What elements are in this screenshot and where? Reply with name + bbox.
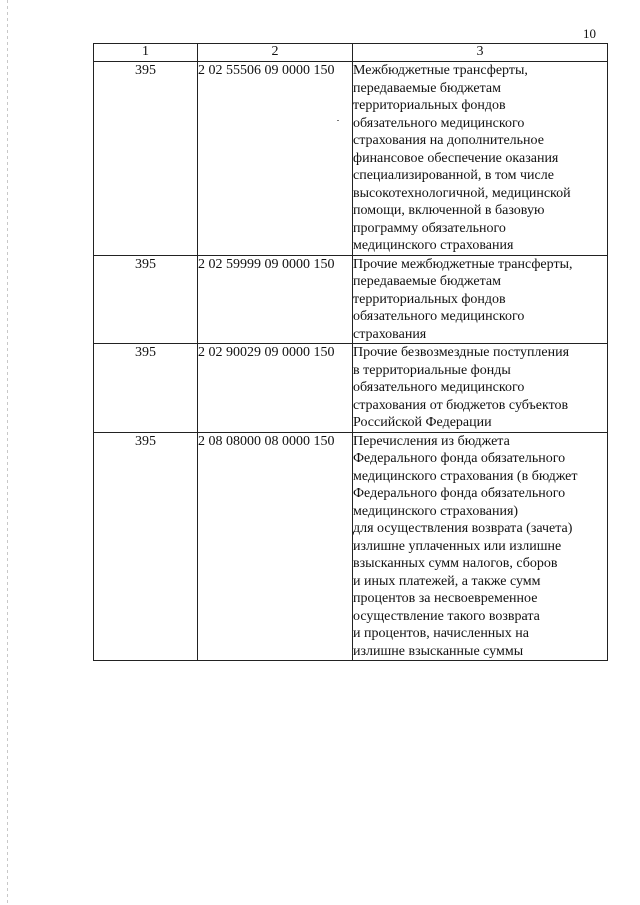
income-name-cell <box>353 255 608 344</box>
income-name-line: помощи, включенной в базовую <box>353 203 545 218</box>
income-name-line: процентов за несвоевременное <box>353 591 538 606</box>
income-name-line: обязательного медицинского <box>353 309 525 324</box>
income-name-line: Прочие безвозмездные поступления <box>353 345 570 360</box>
income-name-line: высокотехнологичной, медицинской <box>353 185 571 201</box>
table-header-row <box>94 44 608 62</box>
income-name-line: медицинского страхования (в бюджет <box>353 468 578 484</box>
budget-code-cell: 2 02 55506 09 0000 150 <box>198 62 353 256</box>
table-body <box>94 62 608 661</box>
income-name-line: излишне уплаченных или излишне <box>353 538 562 554</box>
admin-code-cell: 395 <box>94 432 198 661</box>
column-header-1: 1 <box>94 44 198 62</box>
income-name-line: Прочие межбюджетные трансферты, <box>353 256 573 272</box>
income-name-cell <box>353 344 608 433</box>
income-name-line: взысканных сумм налогов, сборов <box>353 556 558 571</box>
income-name-line: обязательного медицинского <box>353 380 525 395</box>
admin-code-cell: 395 <box>94 62 198 256</box>
budget-code-cell: 2 02 59999 09 0000 150 <box>198 255 353 344</box>
admin-code-cell: 395 <box>94 255 198 344</box>
income-name-line: медицинского страхования) <box>353 503 519 519</box>
income-name-line: медицинского страхования <box>353 238 514 253</box>
budget-code-cell: 2 08 08000 08 0000 150 <box>198 432 353 661</box>
income-name-line: для осуществления возврата (зачета) <box>353 521 573 536</box>
income-name-line: Перечисления из бюджета <box>353 433 510 449</box>
income-name-line: Российской Федерации <box>353 415 492 430</box>
table-row <box>94 62 608 256</box>
page-number: 10 <box>583 26 596 41</box>
column-header-2: 2 <box>198 44 353 62</box>
income-name-line: Межбюджетные трансферты, <box>353 63 528 78</box>
admin-code-cell: 395 <box>94 344 198 433</box>
income-name-line: страхования от бюджетов субъектов <box>353 397 569 413</box>
income-name-line: осуществление такого возврата <box>353 608 540 624</box>
income-name-cell <box>353 62 608 256</box>
income-name-line: и иных платежей, а также сумм <box>353 573 541 589</box>
income-name-line: специализированной, в том числе <box>353 168 554 183</box>
income-name-line: страхования на дополнительное <box>353 133 544 148</box>
budget-code-cell: 2 02 90029 09 0000 150 <box>198 344 353 433</box>
scan-speck <box>337 120 339 121</box>
scan-edge-artifact <box>7 0 8 905</box>
income-name-line: территориальных фондов <box>353 291 506 307</box>
income-name-line: передаваемые бюджетам <box>353 274 501 289</box>
income-name-line: Федерального фонда обязательного <box>353 451 566 466</box>
income-name-line: территориальных фондов <box>353 98 506 113</box>
income-name-line: и процентов, начисленных на <box>353 626 529 641</box>
column-header-3: 3 <box>353 44 608 62</box>
income-name-line: в территориальные фонды <box>353 362 511 378</box>
income-name-line: передаваемые бюджетам <box>353 80 501 96</box>
table-row <box>94 344 608 433</box>
budget-classification-table <box>93 43 608 661</box>
table-row <box>94 432 608 661</box>
income-name-line: программу обязательного <box>353 220 506 236</box>
income-name-line: финансовое обеспечение оказания <box>353 150 559 166</box>
income-name-line: излишне взысканные суммы <box>353 643 524 659</box>
income-name-line: Федерального фонда обязательного <box>353 486 566 501</box>
income-name-cell <box>353 432 608 661</box>
income-name-line: страхования <box>353 326 427 342</box>
table-row <box>94 255 608 344</box>
income-name-line: обязательного медицинского <box>353 115 525 131</box>
